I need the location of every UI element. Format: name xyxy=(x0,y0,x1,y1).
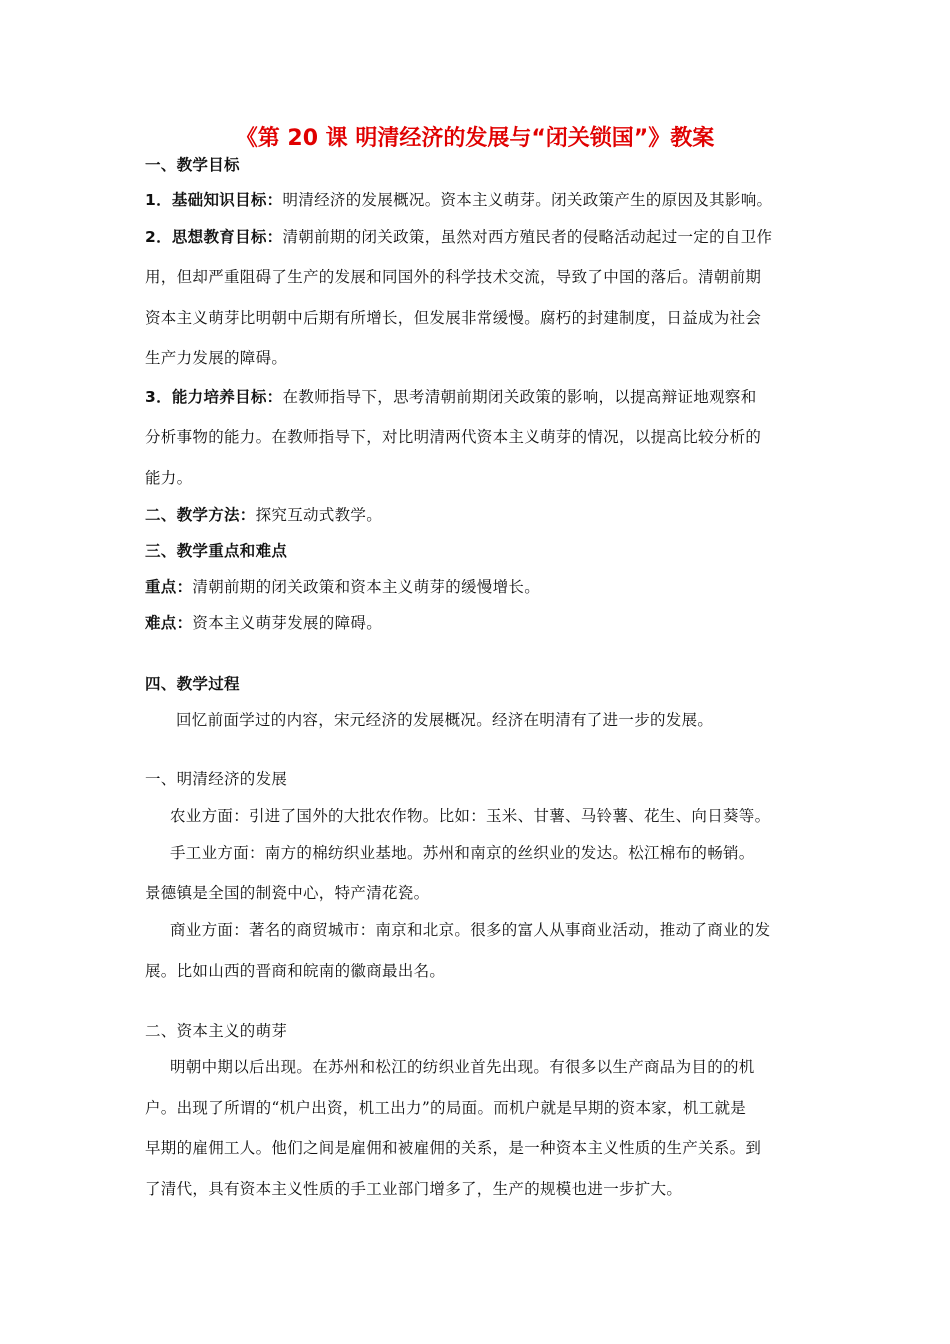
method-text: 探究互动式教学。 xyxy=(255,506,383,524)
process-heading: 四、教学过程 xyxy=(145,675,240,693)
key-point xyxy=(145,575,810,597)
part-1-heading: 一、明清经济的发展 xyxy=(145,770,288,788)
goals-heading: 一、教学目标 xyxy=(145,156,240,174)
key-point-text: 清朝前期的闭关政策和资本主义萌芽的缓慢增长。 xyxy=(192,578,541,596)
sprout-paragraph-line: 户。出现了所谓的“机户出资，机工出力”的局面。而机户就是早期的资本家，机工就是 xyxy=(145,1099,747,1117)
sprout-paragraph-line: 早期的雇佣工人。他们之间是雇佣和被雇佣的关系，是一种资本主义性质的生产关系。到 xyxy=(145,1139,762,1157)
method-label: 二、教学方法： xyxy=(145,506,256,524)
part-2-heading: 二、资本主义的萌芽 xyxy=(145,1022,288,1040)
goal-2-label: 2．思想教育目标： xyxy=(145,228,283,246)
key-point-label: 重点： xyxy=(145,578,193,596)
sprout-paragraph-line: 了清代，具有资本主义性质的手工业部门增多了，生产的规模也进一步扩大。 xyxy=(145,1180,683,1198)
document-title: 《第 20 课 明清经济的发展与“闭关锁国”》教案 xyxy=(235,126,715,151)
goal-1-text: 明清经济的发展概况。资本主义萌芽。闭关政策产生的原因及其影响。 xyxy=(282,191,773,209)
goal-3-label: 3．能力培养目标： xyxy=(145,388,283,406)
method xyxy=(145,503,810,525)
goal-3-line: 在教师指导下，思考清朝前期闭关政策的影响，以提高辩证地观察和 xyxy=(282,388,757,406)
hard-point-text: 资本主义萌芽发展的障碍。 xyxy=(192,614,383,632)
goal-3-line: 能力。 xyxy=(145,469,193,487)
commerce-paragraph-line: 商业方面：著名的商贸城市：南京和北京。很多的富人从事商业活动，推动了商业的发 xyxy=(170,921,771,939)
goal-2-line: 清朝前期的闭关政策，虽然对西方殖民者的侵略活动起过一定的自卫作 xyxy=(282,228,773,246)
commerce-paragraph-line: 展。比如山西的晋商和皖南的徽商最出名。 xyxy=(145,962,446,980)
keypoints-heading: 三、教学重点和难点 xyxy=(145,542,288,560)
goal-2-line: 资本主义萌芽比明朝中后期有所增长，但发展非常缓慢。腐朽的封建制度，日益成为社会 xyxy=(145,309,762,327)
craft-paragraph-line: 手工业方面：南方的棉纺织业基地。苏州和南京的丝织业的发达。松江棉布的畅销。 xyxy=(170,844,755,862)
goal-2-line: 生产力发展的障碍。 xyxy=(145,349,288,367)
process-intro: 回忆前面学过的内容，宋元经济的发展概况。经济在明清有了进一步的发展。 xyxy=(176,711,714,729)
goal-2 xyxy=(145,225,810,247)
goal-3-line: 分析事物的能力。在教师指导下，对比明清两代资本主义萌芽的情况，以提高比较分析的 xyxy=(145,428,762,446)
agriculture-paragraph: 农业方面：引进了国外的大批农作物。比如：玉米、甘薯、马铃薯、花生、向日葵等。 xyxy=(170,807,771,825)
goal-3 xyxy=(145,385,810,407)
sprout-paragraph-line: 明朝中期以后出现。在苏州和松江的纺织业首先出现。有很多以生产商品为目的的机 xyxy=(170,1058,755,1076)
goal-2-line: 用，但却严重阻碍了生产的发展和同国外的科学技术交流，导致了中国的落后。清朝前期 xyxy=(145,268,762,286)
craft-paragraph-line: 景德镇是全国的制瓷中心，特产清花瓷。 xyxy=(145,884,430,902)
hard-point xyxy=(145,611,810,633)
goal-1-label: 1．基础知识目标： xyxy=(145,191,283,209)
hard-point-label: 难点： xyxy=(145,614,193,632)
goal-1 xyxy=(145,188,810,210)
